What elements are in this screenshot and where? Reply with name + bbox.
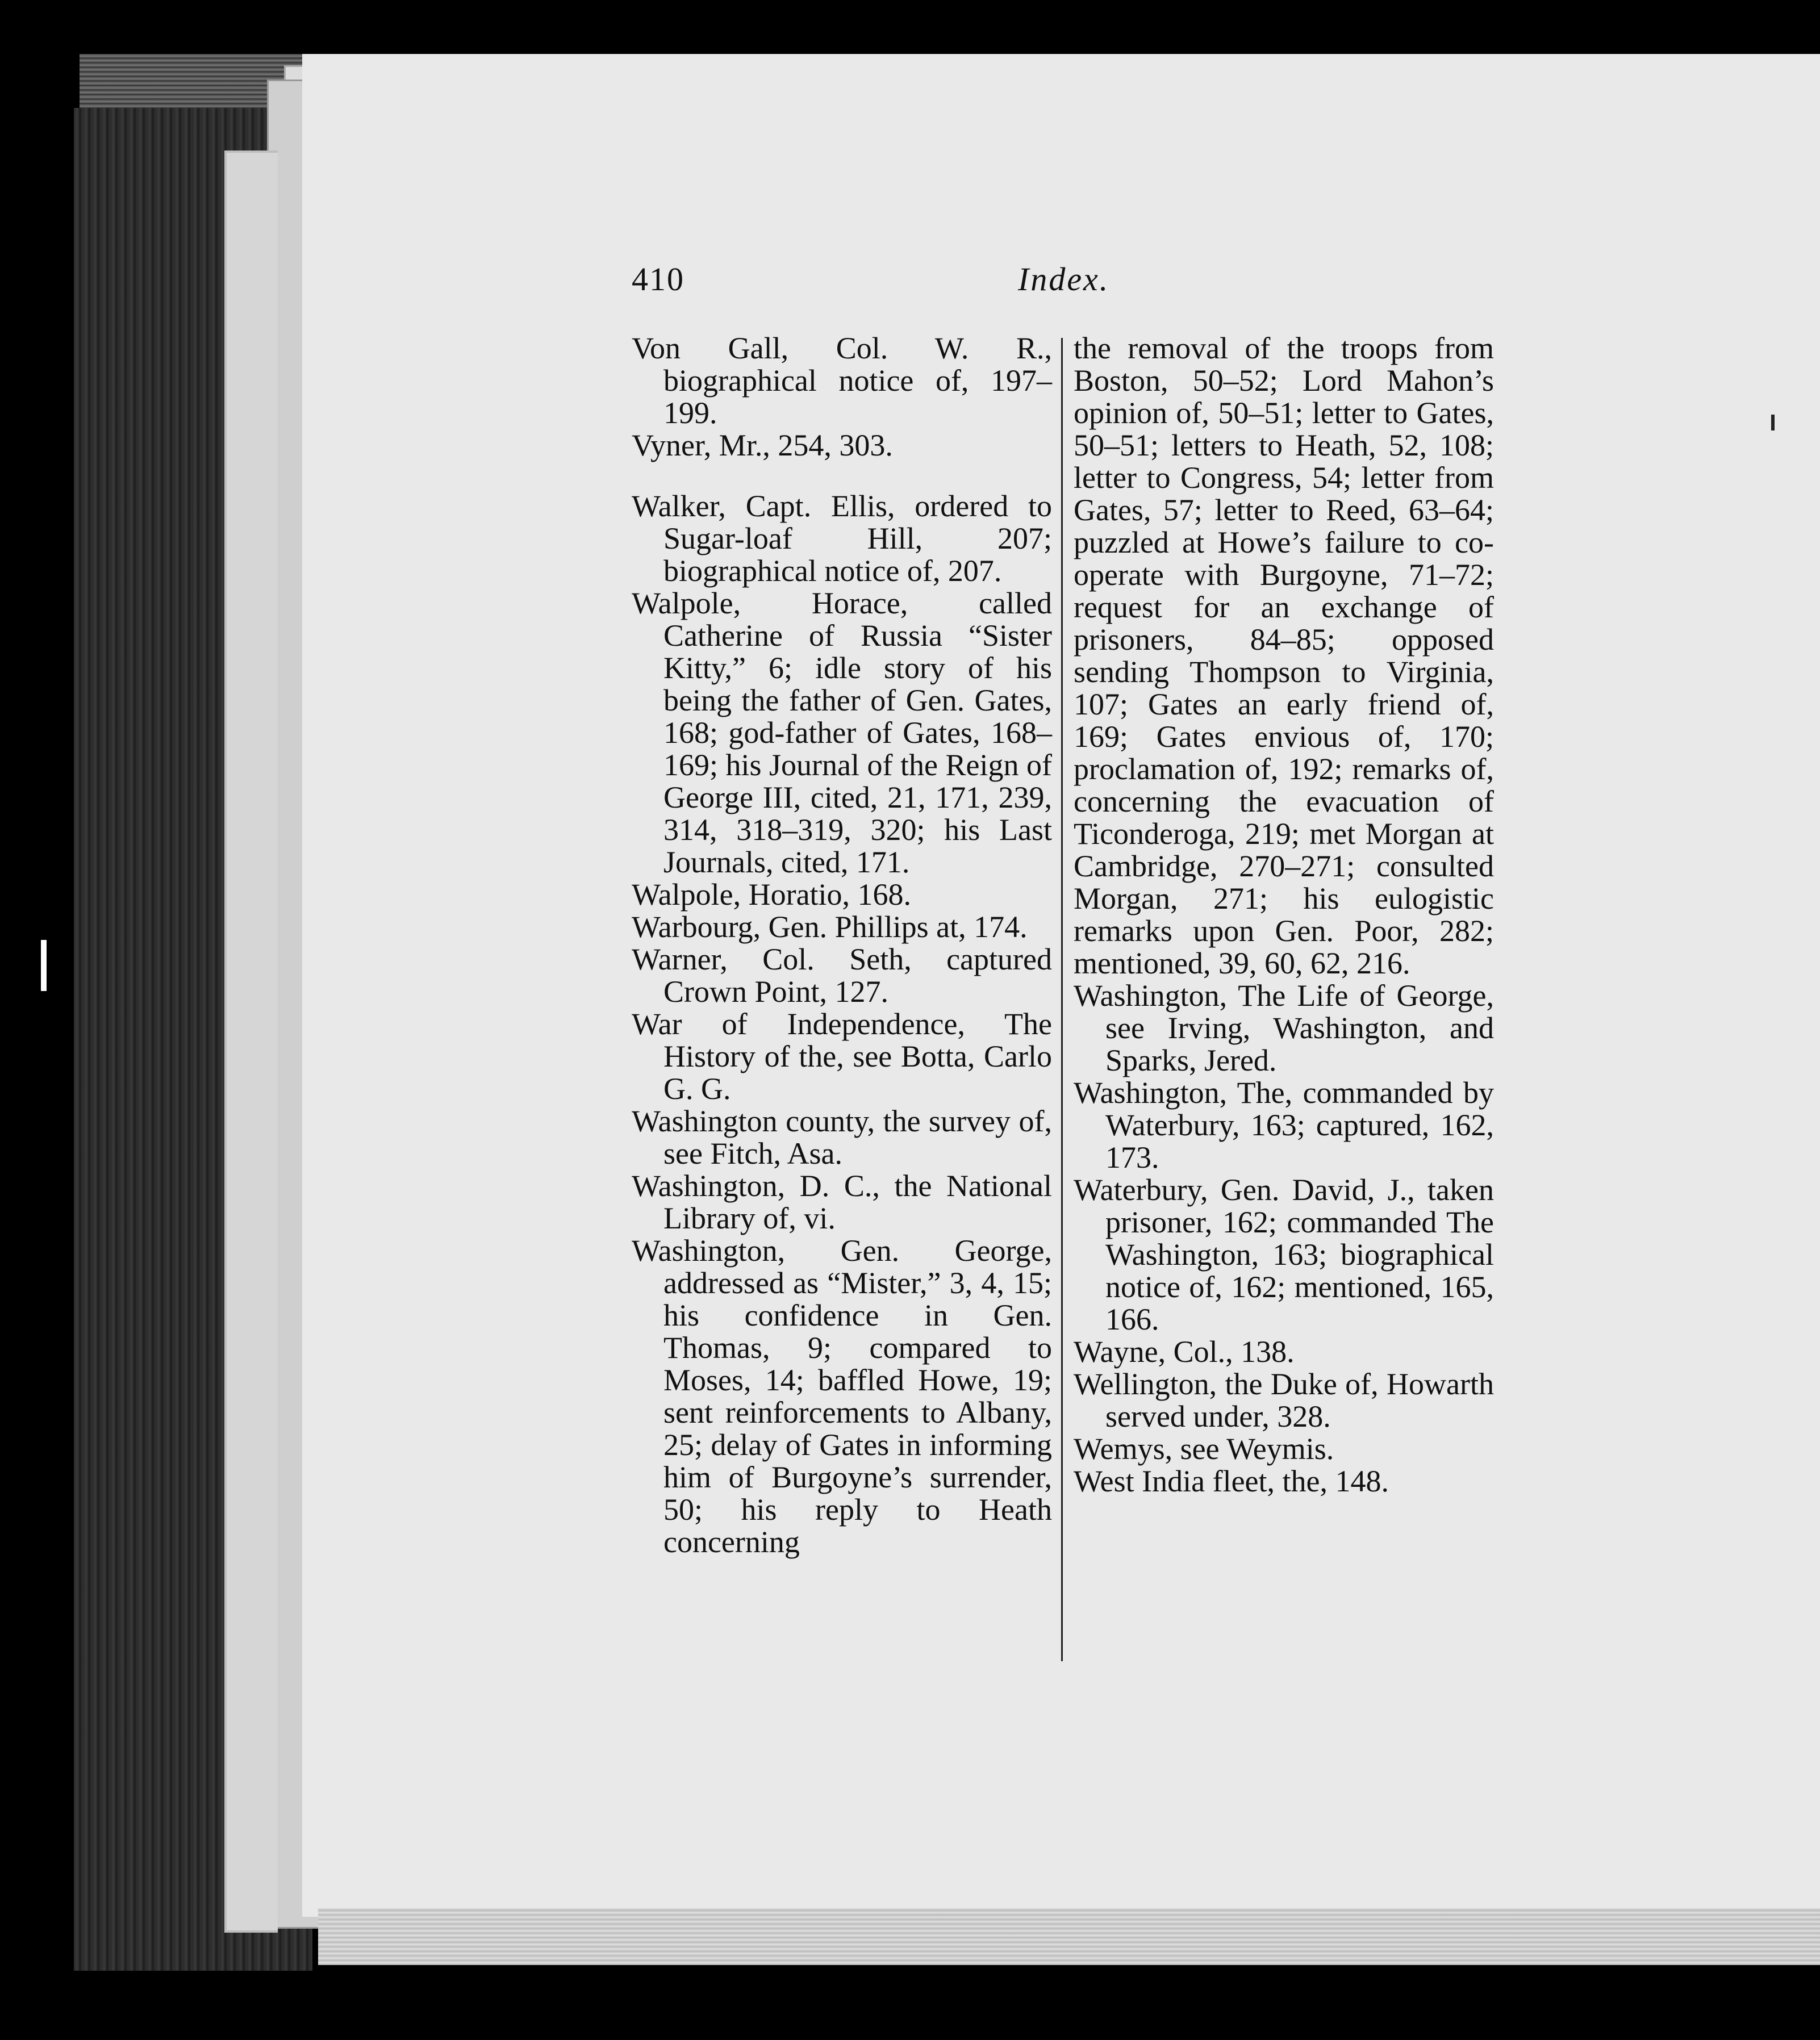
index-entry: Washington, Gen. George, addressed as “Mister,” 3, 4, 15; his confidence in Gen. Thomas, 9; compared to Moses, 14; baffled Howe, 19; sent reinforcements to Albany, 25; delay of Gates in informing him of Burgoyne’s surrender, 50; his reply to Heath concerning [632, 1234, 1052, 1559]
index-column-right [1074, 332, 1494, 1498]
index-column-left [632, 332, 1052, 1558]
index-entry: Washington, D. C., the National Library of, vi. [632, 1169, 1052, 1235]
index-entry: War of Independence, The History of the, see Botta, Carlo G. G. [632, 1007, 1052, 1106]
index-entry: Walker, Capt. Ellis, ordered to Sugar-loaf Hill, 207; biographical notice of, 207. [632, 489, 1052, 588]
index-entry: Wayne, Col., 138. [1074, 1335, 1295, 1369]
index-entry: Washington, The, commanded by Waterbury, 163; captured, 162, 173. [1074, 1076, 1494, 1174]
index-entry: Waterbury, Gen. David, J., taken prisoner, 162; commanded The Washington, 163; biographical notice of, 162; mentioned, 165, 166. [1074, 1173, 1494, 1336]
index-entry-continuation: the removal of the troops from Boston, 50–52; Lord Mahon’s opinion of, 50–51; letter to Gates, 50–51; letters to Heath, 52, 108; letter to Congress, 54; letter from Gates, 57; letter to Reed, 63–64; puzzled at Howe’s failure to co-operate with Burgoyne, 71–72; request for an exchange of prisoners, 84–85; opposed sending Thompson to Virginia, 107; Gates an early friend of, 169; Gates envious of, 170; proclamation of, 192; remarks of, concerning the evacuation of Ticonderoga, 219; met Morgan at Cambridge, 270–271; consulted Morgan, 271; his eulogistic remarks upon Gen. Poor, 282; mentioned, 39, 60, 62, 216. [1074, 331, 1494, 980]
page-fold [224, 151, 278, 1933]
index-entry: Walpole, Horace, called Catherine of Russia “Sister Kitty,” 6; idle story of his being the father of Gen. Gates, 168; god-father of Gates, 168–169; his Journal of the Reign of George III, cited, 21, 171, 239, 314, 318–319, 320; his Last Journals, cited, 171. [632, 586, 1052, 879]
scan-speck [1771, 415, 1775, 430]
running-title: Index. [1018, 261, 1110, 298]
index-entry: Warner, Col. Seth, captured Crown Point, 127. [632, 942, 1052, 1009]
index-entry: Vyner, Mr., 254, 303. [632, 428, 893, 462]
index-entry: Washington, The Life of George, see Irving, Washington, and Sparks, Jered. [1074, 979, 1494, 1077]
page-bottom-edge [318, 1908, 1820, 1965]
index-entry: Von Gall, Col. W. R., biographical notice of, 197–199. [632, 331, 1052, 430]
page-number: 410 [632, 261, 684, 298]
index-entry: Washington county, the survey of, see Fitch, Asa. [632, 1104, 1052, 1171]
column-divider [1061, 338, 1063, 1661]
page-header [632, 254, 1126, 306]
index-entry: Walpole, Horatio, 168. [632, 877, 912, 912]
index-entry: Wemys, see Weymis. [1074, 1432, 1334, 1466]
index-entry: West India fleet, the, 148. [1074, 1464, 1389, 1498]
index-entry: Warbourg, Gen. Phillips at, 174. [632, 910, 1028, 944]
index-entry: Wellington, the Duke of, Howarth served under, 328. [1074, 1367, 1494, 1433]
scan-speck [41, 940, 47, 991]
